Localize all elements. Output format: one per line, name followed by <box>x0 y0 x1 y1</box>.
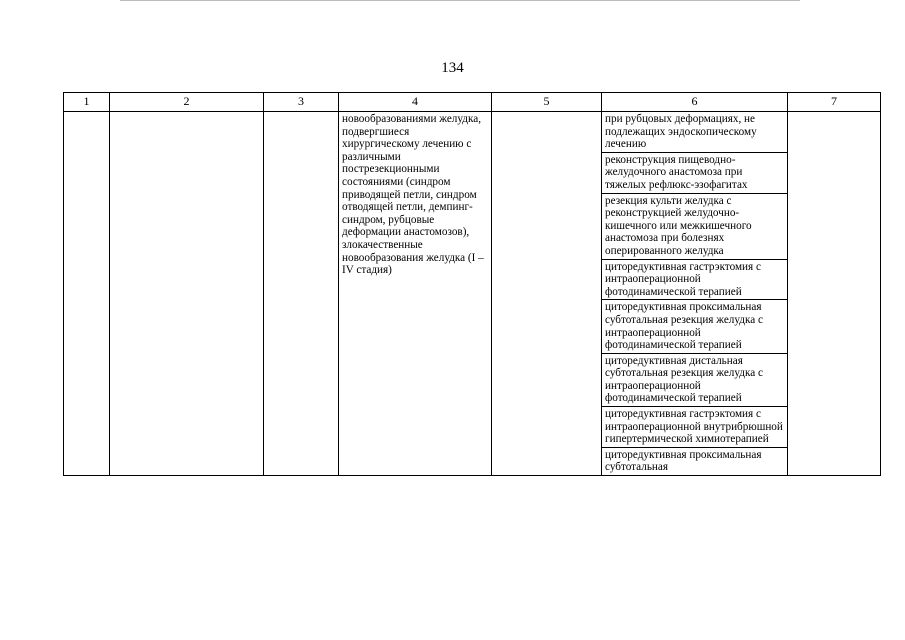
header-col-2: 2 <box>110 93 264 112</box>
treatment-cell: циторедуктивная дистальная субтотальная резекция желудка с интраоперационной фотодинамической терапией <box>602 353 788 406</box>
treatment-cell: резекция культи желудка с реконструкцией желудочно-кишечного или межкишечного анастомоза при болезнях оперированного желудка <box>602 193 788 259</box>
header-col-3: 3 <box>264 93 339 112</box>
cell-col-2 <box>110 112 264 476</box>
diagnosis-cell: новообразованиями желудка, подвергшиеся хирургическому лечению с различными пострезекционными состояниями (синдром приводящей петли, синдром отводящей петли, демпинг-синдром, рубцовые деформации анастомозов), злокачественные новообразования желудка (I – IV стадия) <box>339 112 492 476</box>
cell-col-3 <box>264 112 339 476</box>
cell-col-1 <box>64 112 110 476</box>
cell-col-5 <box>492 112 602 476</box>
top-scan-edge <box>120 0 800 1</box>
treatment-cell: при рубцовых деформациях, не подлежащих эндоскопическому лечению <box>602 112 788 153</box>
header-col-1: 1 <box>64 93 110 112</box>
treatment-cell: циторедуктивная проксимальная субтотальная резекция желудка с интраоперационной фотодинамической терапией <box>602 300 788 353</box>
table-row <box>64 112 881 153</box>
page-number: 134 <box>441 60 464 76</box>
treatment-cell: реконструкция пищеводно-желудочного анастомоза при тяжелых рефлюкс-эзофагитах <box>602 152 788 193</box>
header-col-6: 6 <box>602 93 788 112</box>
header-col-7: 7 <box>788 93 881 112</box>
cell-col-7 <box>788 112 881 476</box>
treatment-cell: циторедуктивная гастрэктомия с интраоперационной фотодинамической терапией <box>602 259 788 300</box>
procedures-table <box>63 92 881 476</box>
treatment-cell: циторедуктивная гастрэктомия с интраоперационной внутрибрюшной гипертермической химиотерапией <box>602 407 788 448</box>
header-row <box>64 93 881 112</box>
treatment-cell: циторедуктивная проксимальная субтотальная <box>602 447 788 475</box>
header-col-4: 4 <box>339 93 492 112</box>
header-col-5: 5 <box>492 93 602 112</box>
